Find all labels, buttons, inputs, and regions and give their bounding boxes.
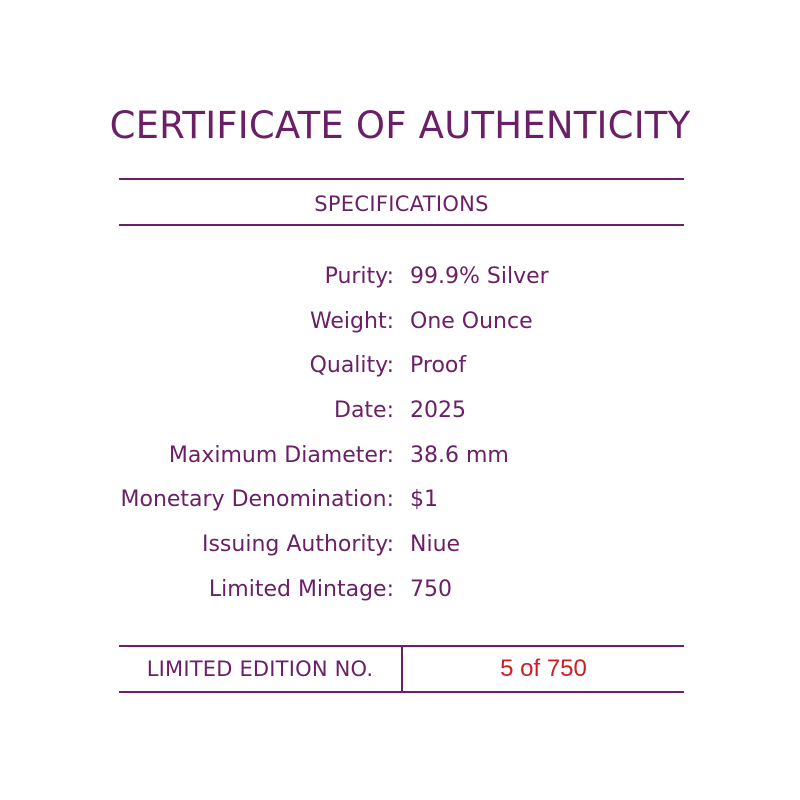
spec-value: 38.6 mm xyxy=(410,442,509,468)
spec-value: 2025 xyxy=(410,398,466,424)
certificate-title: CERTIFICATE OF AUTHENTICITY xyxy=(109,104,691,147)
edition-number: 5 of 750 xyxy=(500,655,587,682)
spec-row-quality xyxy=(0,344,800,389)
section-heading: SPECIFICATIONS xyxy=(314,192,489,216)
spec-row-purity xyxy=(0,255,800,300)
spec-value: Proof xyxy=(410,353,467,379)
spec-row-date xyxy=(0,389,800,434)
spec-value: One Ounce xyxy=(410,308,533,334)
spec-label: Maximum Diameter: xyxy=(168,442,394,468)
spec-row-limited-mintage xyxy=(0,568,800,613)
divider-section xyxy=(119,224,684,226)
spec-row-weight xyxy=(0,300,800,345)
spec-row-monetary-denomination xyxy=(0,478,800,523)
divider-edition-bottom xyxy=(119,691,684,693)
spec-label: Quality: xyxy=(309,353,394,379)
spec-label: Monetary Denomination: xyxy=(120,487,394,513)
spec-value: 750 xyxy=(410,576,452,602)
spec-label: Weight: xyxy=(309,308,394,334)
divider-top xyxy=(119,178,684,180)
limited-edition-box xyxy=(119,645,684,693)
spec-value: Niue xyxy=(410,532,461,558)
spec-value: $1 xyxy=(410,487,438,513)
spec-label: Issuing Authority: xyxy=(201,532,394,558)
spec-value: 99.9% Silver xyxy=(410,264,549,289)
specifications-list xyxy=(0,255,800,613)
edition-label: LIMITED EDITION NO. xyxy=(146,657,374,681)
spec-label: Date: xyxy=(334,398,394,424)
spec-row-maximum-diameter xyxy=(0,434,800,479)
spec-row-issuing-authority xyxy=(0,523,800,568)
spec-label: Limited Mintage: xyxy=(208,576,394,602)
spec-label: Purity: xyxy=(324,264,394,289)
